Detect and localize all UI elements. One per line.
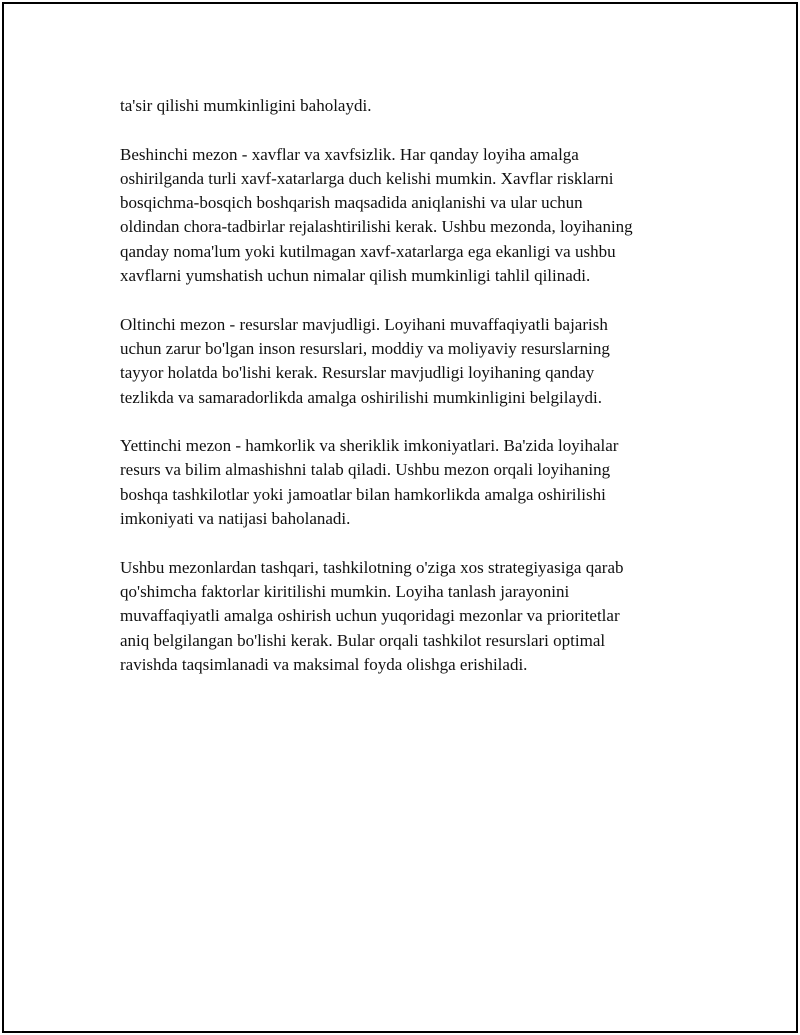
text-line: oshirilganda turli xavf-xatarlarga duch kelishi mumkin. Xavflar risklarni [120,168,614,188]
text-line: muvaffaqiyatli amalga oshirish uchun yuqoridagi mezonlar va prioritetlar [120,606,620,626]
text-line: oldindan chora-tadbirlar rejalashtirilishi kerak. Ushbu mezonda, loyihaning [120,217,633,237]
text-line: qanday noma'lum yoki kutilmagan xavf-xatarlarga ega ekanligi va ushbu [120,241,616,261]
text-line: xavflarni yumshatish uchun nimalar qilish mumkinligi tahlil qilinadi. [120,266,591,286]
paragraph-sixth-criterion [120,313,690,410]
text-line: qo'shimcha faktorlar kiritilishi mumkin. Loyiha tanlash jarayonini [120,581,570,601]
text-line: bosqichma-bosqich boshqarish maqsadida aniqlanishi va ular uchun [120,193,583,213]
text-line: ta'sir qilishi mumkinligini baholaydi. [120,96,372,115]
paragraph-conclusion [120,556,690,677]
text-line: Yettinchi mezon - hamkorlik va sheriklik imkoniyatlari. Ba'zida loyihalar [120,436,619,456]
paragraph-fifth-criterion [120,143,690,289]
text-line: resurs va bilim almashishni talab qiladi. Ushbu mezon orqali loyihaning [120,460,611,480]
text-line: aniq belgilangan bo'lishi kerak. Bular orqali tashkilot resurslari optimal [120,630,606,650]
document-page [2,2,798,1033]
text-line: tayyor holatda bo'lishi kerak. Resurslar mavjudligi loyihaning qanday [120,363,595,383]
text-line: tezlikda va samaradorlikda amalga oshirilishi mumkinligini belgilaydi. [120,387,603,407]
text-line: Oltinchi mezon - resurslar mavjudligi. Loyihani muvaffaqiyatli bajarish [120,314,608,334]
text-line: uchun zarur bo'lgan inson resurslari, moddiy va moliyaviy resurslarning [120,338,610,358]
paragraph-seventh-criterion [120,434,690,531]
paragraph-continuation [120,94,690,118]
text-line: boshqa tashkilotlar yoki jamoatlar bilan hamkorlikda amalga oshirilishi [120,484,606,504]
text-line: Beshinchi mezon - xavflar va xavfsizlik. Har qanday loyiha amalga [120,144,579,164]
text-line: imkoniyati va natijasi baholanadi. [120,509,351,529]
text-line: ravishda taqsimlanadi va maksimal foyda olishga erishiladi. [120,654,528,674]
text-line: Ushbu mezonlardan tashqari, tashkilotning o'ziga xos strategiyasiga qarab [120,557,624,577]
document-body [120,94,690,701]
